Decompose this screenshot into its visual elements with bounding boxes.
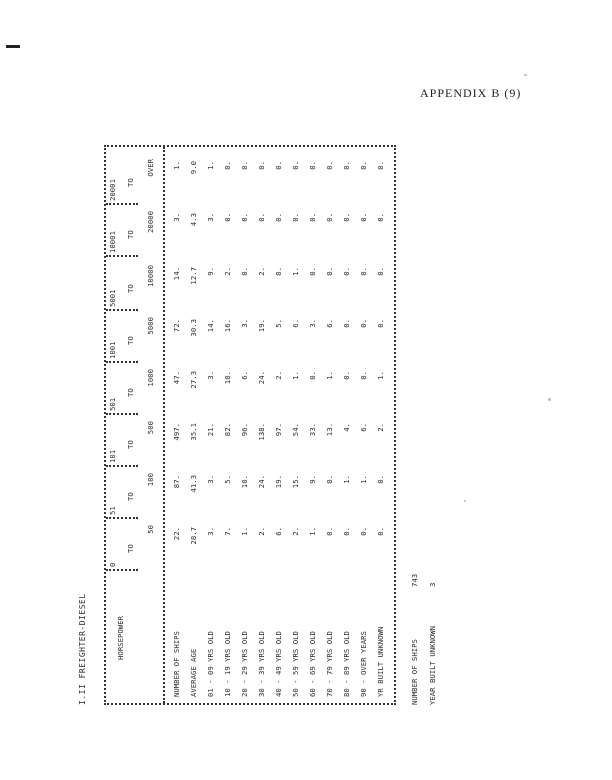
column-header-to: TO — [126, 284, 135, 293]
table-title: I.II FREIGHTER-DIESEL — [78, 593, 87, 705]
table-cell: 1. — [359, 475, 368, 484]
column-header-to: TO — [126, 178, 135, 187]
table-row — [253, 147, 270, 703]
table-cell: 22. — [172, 527, 181, 541]
table-cell: 0. — [240, 267, 249, 276]
table-cell: 3. — [206, 475, 215, 484]
table-cell: 19. — [257, 319, 266, 333]
column-header-to: TO — [126, 336, 135, 345]
table-cell: 0. — [376, 475, 385, 484]
column-header-upper: 20000 — [146, 211, 155, 233]
table-cell: 3. — [206, 371, 215, 380]
table-cell: 21. — [206, 423, 215, 437]
column-header-from: 51 — [108, 506, 117, 515]
footer-label: NUMBER OF SHIPS — [410, 639, 419, 705]
table-cell: 5. — [223, 475, 232, 484]
column-header-from: 101 — [108, 449, 117, 463]
table-cell: 1. — [342, 475, 351, 484]
column-header-upper: OVER — [146, 159, 155, 177]
table-cell: 0. — [257, 161, 266, 170]
table-cell: 12.7 — [189, 267, 198, 285]
table-cell: 0. — [376, 527, 385, 536]
table-cell: 7. — [223, 527, 232, 536]
table-cell: 0. — [325, 475, 334, 484]
column-header-upper: 50 — [146, 525, 155, 534]
table-row — [236, 147, 253, 703]
horsepower-header: HORSEPOWER — [116, 616, 125, 660]
table-cell: 0. — [342, 319, 351, 328]
table-cell: 0. — [376, 161, 385, 170]
column-header-to: TO — [126, 388, 135, 397]
appendix-label: APPENDIX B (9) — [420, 86, 522, 100]
table-cell: 0. — [274, 213, 283, 222]
table-cell: 24. — [257, 371, 266, 385]
header-divider — [163, 147, 165, 703]
table-row — [321, 147, 338, 703]
table-cell: 0. — [342, 527, 351, 536]
table-cell: 3. — [206, 527, 215, 536]
footer-value: 3 — [428, 582, 437, 587]
rotated-table-region — [78, 135, 476, 705]
table-row — [355, 147, 372, 703]
row-label: 30 - 39 YRS OLD — [257, 631, 266, 697]
column-separator — [106, 309, 138, 311]
column-header-to: TO — [126, 544, 135, 553]
column-separator — [106, 413, 138, 415]
table-cell: 14. — [172, 267, 181, 281]
table-cell: 3. — [308, 319, 317, 328]
table-cell: 6. — [325, 319, 334, 328]
row-label: 01 - 09 YRS OLD — [206, 631, 215, 697]
table-cell: 0. — [342, 267, 351, 276]
row-label: AVERAGE AGE — [189, 648, 198, 697]
column-header-to: TO — [126, 492, 135, 501]
table-cell: 0. — [308, 161, 317, 170]
scan-dash-mark — [6, 45, 20, 48]
table-cell: 0. — [325, 161, 334, 170]
table-cell: 2. — [376, 423, 385, 432]
table-cell: 1. — [172, 161, 181, 170]
table-cell: 27.3 — [189, 371, 198, 389]
table-cell: 1. — [291, 267, 300, 276]
column-separator — [106, 517, 138, 519]
table-cell: 13. — [325, 423, 334, 437]
table-cell: 0. — [342, 213, 351, 222]
row-label: 40 - 49 YRS OLD — [274, 631, 283, 697]
table-cell: 0. — [376, 319, 385, 328]
row-label: YR BUILT UNKNOWN — [376, 626, 385, 697]
table-cell: 2. — [257, 527, 266, 536]
table-cell: 2. — [274, 371, 283, 380]
table-cell: 0. — [359, 319, 368, 328]
table-cell: 28.7 — [189, 527, 198, 545]
table-cell: 14. — [206, 319, 215, 333]
column-separator — [106, 569, 138, 571]
table-cell: 96. — [240, 423, 249, 437]
statistics-table — [104, 145, 396, 705]
table-cell: 1. — [240, 527, 249, 536]
column-separator — [106, 255, 138, 257]
row-label: 70 - 79 YRS OLD — [325, 631, 334, 697]
table-cell: 1. — [291, 371, 300, 380]
column-header-from: 501 — [108, 397, 117, 411]
table-cell: 0. — [359, 371, 368, 380]
row-label: 10 - 19 YRS OLD — [223, 631, 232, 697]
table-cell: 3. — [240, 319, 249, 328]
table-cell: 6. — [291, 319, 300, 328]
column-header-from: 5001 — [108, 289, 117, 307]
table-cell: 0. — [325, 267, 334, 276]
table-cell: 497. — [172, 423, 181, 441]
table-cell: 10. — [223, 371, 232, 385]
column-header-from: 20001 — [108, 179, 117, 201]
row-label: 20 - 29 YRS OLD — [240, 631, 249, 697]
table-cell: 4.3 — [189, 213, 198, 227]
table-cell: 30.3 — [189, 319, 198, 337]
table-cell: 0. — [308, 371, 317, 380]
table-cell: 54. — [291, 423, 300, 437]
column-header-from: 1001 — [108, 341, 117, 359]
table-row — [219, 147, 236, 703]
row-label: 80 - 89 YRS OLD — [342, 631, 351, 697]
column-separator — [106, 203, 138, 205]
column-header-upper: 5000 — [146, 317, 155, 335]
table-cell: 6. — [274, 527, 283, 536]
table-row — [372, 147, 389, 703]
column-separator — [106, 465, 138, 467]
table-cell: 15. — [291, 475, 300, 489]
table-cell: 1. — [206, 161, 215, 170]
table-cell: 0. — [376, 213, 385, 222]
column-header-upper: 1000 — [146, 369, 155, 387]
table-cell: 0. — [274, 267, 283, 276]
table-cell: 0. — [325, 213, 334, 222]
row-label: 90 - OVER YEARS — [359, 631, 368, 697]
table-cell: 10. — [240, 475, 249, 489]
table-cell: 0. — [274, 161, 283, 170]
table-cell: 2. — [291, 527, 300, 536]
table-cell: 0. — [223, 213, 232, 222]
table-cell: 33. — [308, 423, 317, 437]
row-label: NUMBER OF SHIPS — [172, 631, 181, 697]
table-row — [338, 147, 355, 703]
table-cell: 5. — [274, 319, 283, 328]
table-cell: 0. — [359, 267, 368, 276]
column-header-from: 10001 — [108, 231, 117, 253]
table-cell: 24. — [257, 475, 266, 489]
table-cell: 6. — [240, 371, 249, 380]
table-cell: 2. — [223, 267, 232, 276]
column-header-to: TO — [126, 230, 135, 239]
table-cell: 47. — [172, 371, 181, 385]
column-header-to: TO — [126, 440, 135, 449]
column-header-upper: 100 — [146, 473, 155, 487]
table-cell: 87. — [172, 475, 181, 489]
table-cell: 0. — [359, 213, 368, 222]
row-label: 50 - 59 YRS OLD — [291, 631, 300, 697]
table-cell: 0. — [376, 267, 385, 276]
table-row — [168, 147, 185, 703]
table-cell: 0. — [359, 161, 368, 170]
column-separator — [106, 361, 138, 363]
table-row — [185, 147, 202, 703]
table-cell: 0. — [291, 213, 300, 222]
scan-speck — [548, 398, 551, 401]
table-cell: 9.0 — [189, 161, 198, 175]
table-cell: 0. — [325, 527, 334, 536]
column-header-upper: 10000 — [146, 265, 155, 287]
footer-number-of-ships — [410, 573, 419, 705]
table-cell: 16. — [223, 319, 232, 333]
table-row — [287, 147, 304, 703]
table-row — [304, 147, 321, 703]
table-cell: 9. — [206, 267, 215, 276]
table-cell: 0. — [308, 213, 317, 222]
table-cell: 1. — [308, 527, 317, 536]
table-cell: 19. — [274, 475, 283, 489]
table-cell: 0. — [291, 161, 300, 170]
row-label: 60 - 69 YRS OLD — [308, 631, 317, 697]
table-cell: 0. — [342, 371, 351, 380]
table-cell: 9. — [308, 475, 317, 484]
table-row — [202, 147, 219, 703]
table-cell: 3. — [172, 213, 181, 222]
table-cell: 0. — [240, 161, 249, 170]
footer-label: YEAR BUILT UNKNOWN — [428, 625, 437, 705]
scan-speck — [524, 74, 527, 76]
table-cell: 2. — [257, 267, 266, 276]
table-cell: 0. — [308, 267, 317, 276]
table-cell: 0. — [240, 213, 249, 222]
table-cell: 0. — [257, 213, 266, 222]
table-cell: 0. — [223, 161, 232, 170]
table-cell: 82. — [223, 423, 232, 437]
table-cell: 0. — [342, 161, 351, 170]
table-cell: 35.1 — [189, 423, 198, 441]
table-cell: 72. — [172, 319, 181, 333]
table-cell: 138. — [257, 423, 266, 441]
table-cell: 1. — [376, 371, 385, 380]
table-cell: 0. — [359, 527, 368, 536]
table-cell: 3. — [206, 213, 215, 222]
column-header-upper: 500 — [146, 421, 155, 435]
table-cell: 97. — [274, 423, 283, 437]
column-header-from: 0 — [108, 562, 117, 567]
table-cell: 6. — [359, 423, 368, 432]
table-cell: 1. — [325, 371, 334, 380]
table-row — [270, 147, 287, 703]
table-cell: 41.3 — [189, 475, 198, 493]
footer-year-built-unknown — [428, 582, 437, 705]
table-cell: 4. — [342, 423, 351, 432]
footer-value: 743 — [410, 573, 419, 587]
